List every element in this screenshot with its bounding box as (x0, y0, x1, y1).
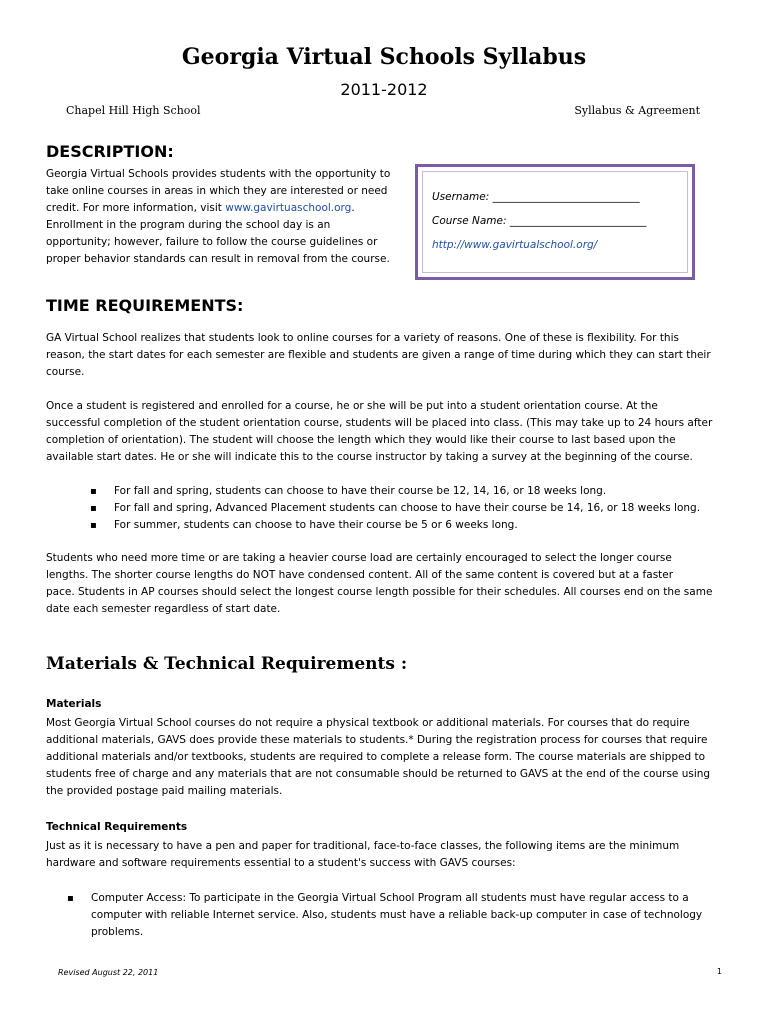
school-name: Chapel Hill High School (66, 104, 201, 117)
technical-subheading: Technical Requirements (46, 821, 188, 833)
info-box (415, 164, 695, 280)
time-paragraph-3: Students who need more time or are taking a heavier course load are certainly encouraged to select the longer course lengths. The shorter course lengths do NOT have condensed content. All of the same content is covered but at a faster pace. Students in AP courses should select the longest course length possible for their schedules. All courses end on the same date each semester regardless of start date. (46, 552, 713, 615)
school-year: 2011-2012 (340, 80, 428, 99)
list-item: ▪ For fall and spring, students can choose to have their course be 12, 14, 16, or 18 weeks long. (90, 483, 730, 500)
technical-paragraph: Just as it is necessary to have a pen and paper for traditional, face-to-face classes, the following items are the minimum hardware and software requirements essential to a student's success with GAVS courses: (46, 840, 680, 869)
gavs-link[interactable]: www.gavirtuaschool.org (225, 202, 352, 214)
technical-list (67, 890, 727, 941)
page-number: 1 (716, 967, 722, 976)
page-title: Georgia Virtual Schools Syllabus (181, 44, 587, 70)
course-name-field[interactable]: Course Name: __________________________ (432, 215, 647, 227)
gavs-url-link[interactable]: http://www.gavirtualschool.org/ (432, 239, 598, 251)
materials-subheading: Materials (46, 698, 102, 710)
time-paragraph-2: Once a student is registered and enrolled for a course, he or she will be put into a student orientation course. At the successful completion of the student orientation course, students will be placed into class. (This may take up to 24 hours after completion of orientation). The student will choose the length which they would like their course to last based upon the available start dates. He or she will indicate this to the course instructor by taking a survey at the beginning of the course. (46, 400, 713, 463)
revised-date: Revised August 22, 2011 (58, 968, 159, 977)
list-item: ▪ For summer, students can choose to have their course be 5 or 6 weeks long. (90, 517, 730, 534)
course-length-list (90, 483, 730, 534)
description-paragraph: Georgia Virtual Schools provides students with the opportunity to take online courses in areas in which they are interested or need credit. For more information, visit www.gavirtuaschool.org. Enrollment in the program during the school day is an opportunity; however, failure to follow the course guidelines or proper behavior standards can result in removal from the course. (46, 168, 391, 265)
description-heading: DESCRIPTION: (46, 142, 174, 161)
document-type: Syllabus & Agreement (574, 104, 700, 117)
time-requirements-heading: TIME REQUIREMENTS: (46, 296, 244, 315)
time-paragraph-1: GA Virtual School realizes that students look to online courses for a variety of reasons. One of these is flexibility. For this reason, the start dates for each semester are flexible and students are given a range of time during which they can start their course. (46, 332, 711, 378)
list-item: ▪ Computer Access: To participate in the Georgia Virtual School Program all students must have regular access to a computer with reliable Internet service. Also, students must have a reliable back-up computer in case of technology problems. (67, 890, 727, 941)
username-field[interactable]: Username: ____________________________ (432, 191, 640, 203)
list-item: ▪ For fall and spring, Advanced Placement students can choose to have their course be 14, 16, or 18 weeks long. (90, 500, 730, 517)
materials-paragraph: Most Georgia Virtual School courses do not require a physical textbook or additional materials. For courses that do require additional materials, GAVS does provide these materials to students.* During the registration process for courses that require additional materials and/or textbooks, students are required to complete a release form. The course materials are shipped to students free of charge and any materials that are not consumable should be returned to GAVS at the end of the course using the provided postage paid mailing materials. (46, 717, 711, 797)
materials-heading: Materials & Technical Requirements : (46, 654, 408, 674)
